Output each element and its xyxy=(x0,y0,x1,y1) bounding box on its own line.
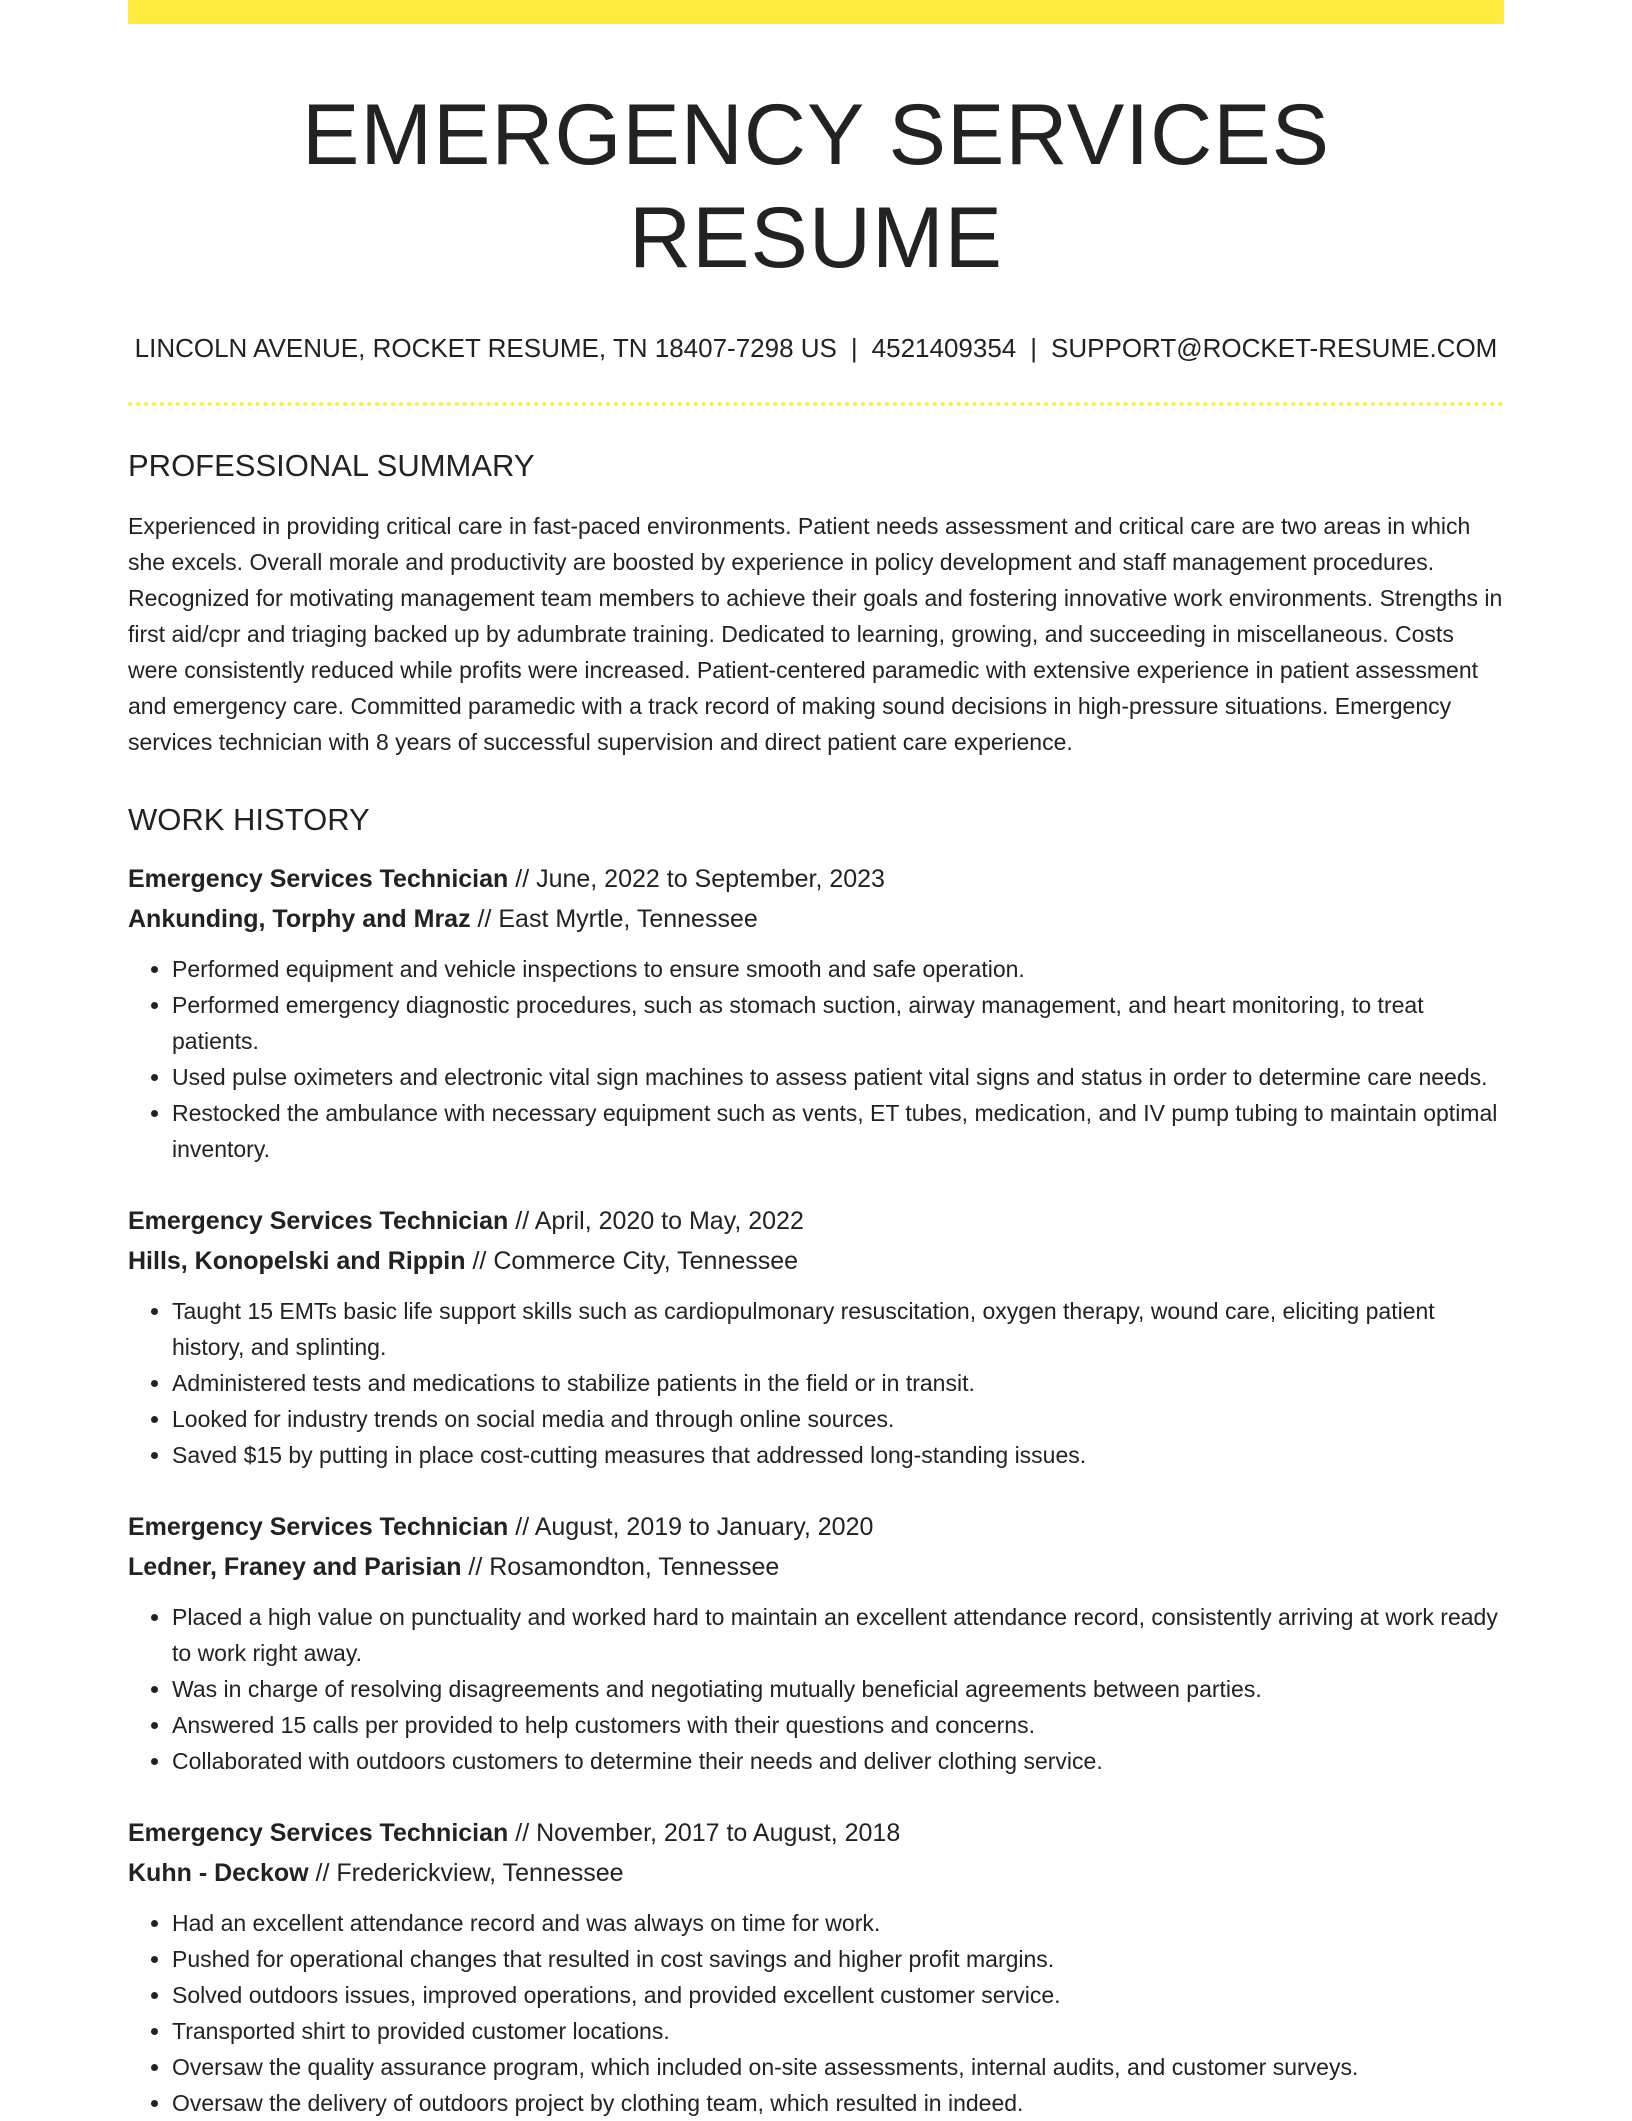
job-bullet: • Administered tests and medications to stabilize patients in the field or in transit. xyxy=(172,1365,1504,1401)
job-location: // Commerce City, Tennessee xyxy=(465,1246,799,1275)
job-entry xyxy=(128,1201,1504,1473)
contact-line xyxy=(128,332,1504,366)
phone: 4521409354 xyxy=(871,333,1017,364)
separator: | xyxy=(850,333,858,364)
job-bullet: • Transported shirt to provided customer locations. xyxy=(172,2013,1504,2049)
job-company: Ledner, Franey and Parisian xyxy=(128,1552,462,1581)
job-bullet: • Looked for industry trends on social media and through online sources. xyxy=(172,1401,1504,1437)
job-bullet: • Used pulse oximeters and electronic vital sign machines to assess patient vital signs and status in order to determine care needs. xyxy=(172,1059,1504,1095)
job-bullet: • Had an excellent attendance record and was always on time for work. xyxy=(172,1905,1504,1941)
job-bullet: • Saved $15 by putting in place cost-cutting measures that addressed long-standing issues. xyxy=(172,1437,1504,1473)
job-bullet: • Answered 15 calls per provided to help customers with their questions and concerns. xyxy=(172,1707,1504,1743)
section-heading-work: WORK HISTORY xyxy=(128,802,370,838)
job-entry xyxy=(128,859,1504,1167)
job-title-line xyxy=(128,1507,1504,1547)
job-company-line xyxy=(128,899,1504,939)
job-title: Emergency Services Technician xyxy=(128,1512,509,1541)
job-dates: // November, 2017 to August, 2018 xyxy=(508,1818,901,1847)
job-dates: // June, 2022 to September, 2023 xyxy=(508,864,885,893)
job-dates: // August, 2019 to January, 2020 xyxy=(508,1512,874,1541)
summary-text: Experienced in providing critical care in fast-paced environments. Patient needs assessment and critical care are two areas in which she excels. Overall morale and productivity are boosted by experience in policy development and staff management procedures. Recognized for motivating management team members to achieve their goals and fostering innovative work environments. Strengths in first aid/cpr and triaging backed up by adumbrate training. Dedicated to learning, growing, and succeeding in miscellaneous. Costs were consistently reduced while profits were increased. Patient-centered paramedic with extensive experience in patient assessment and emergency care. Committed paramedic with a track record of making sound decisions in high-pressure situations. Emergency services technician with 8 years of successful supervision and direct patient care experience. xyxy=(128,513,1503,756)
accent-bar xyxy=(128,0,1504,24)
job-bullet: • Pushed for operational changes that resulted in cost savings and higher profit margins. xyxy=(172,1941,1504,1977)
work-history-section xyxy=(128,800,1504,2120)
job-entry xyxy=(128,1813,1504,2121)
job-bullets xyxy=(128,951,1504,1167)
job-bullets xyxy=(128,1293,1504,1473)
job-bullet: • Taught 15 EMTs basic life support skills such as cardiopulmonary resuscitation, oxygen therapy, wound care, eliciting patient history, and splinting. xyxy=(172,1293,1504,1365)
job-list xyxy=(128,859,1504,2121)
address: LINCOLN AVENUE, ROCKET RESUME, TN 18407-7298 US xyxy=(134,333,837,364)
resume-page xyxy=(128,0,1504,2121)
dotted-divider xyxy=(128,402,1504,406)
job-bullets xyxy=(128,1599,1504,1779)
job-title: Emergency Services Technician xyxy=(128,1818,509,1847)
job-entry xyxy=(128,1507,1504,1779)
job-location: // Frederickview, Tennessee xyxy=(308,1858,624,1887)
job-location: // East Myrtle, Tennessee xyxy=(470,904,758,933)
job-title: Emergency Services Technician xyxy=(128,864,509,893)
job-title-line xyxy=(128,1813,1504,1853)
job-bullet: • Collaborated with outdoors customers to determine their needs and deliver clothing service. xyxy=(172,1743,1504,1779)
job-company-line xyxy=(128,1547,1504,1587)
job-bullet: • Oversaw the quality assurance program, which included on-site assessments, internal audits, and customer surveys. xyxy=(172,2049,1504,2085)
resume-title: EMERGENCY SERVICES RESUME xyxy=(302,87,1330,287)
job-title-line xyxy=(128,859,1504,899)
job-bullet: • Was in charge of resolving disagreements and negotiating mutually beneficial agreements between parties. xyxy=(172,1671,1504,1707)
job-company-line xyxy=(128,1241,1504,1281)
job-location: // Rosamondton, Tennessee xyxy=(461,1552,780,1581)
job-bullet: • Placed a high value on punctuality and worked hard to maintain an excellent attendance record, consistently arriving at work ready to work right away. xyxy=(172,1599,1504,1671)
job-dates: // April, 2020 to May, 2022 xyxy=(508,1206,804,1235)
email: SUPPORT@ROCKET-RESUME.COM xyxy=(1051,333,1498,364)
job-bullet: • Performed emergency diagnostic procedures, such as stomach suction, airway management, and heart monitoring, to treat patients. xyxy=(172,987,1504,1059)
job-title: Emergency Services Technician xyxy=(128,1206,509,1235)
job-bullet: • Oversaw the delivery of outdoors project by clothing team, which resulted in indeed. xyxy=(172,2085,1504,2121)
job-bullet: • Solved outdoors issues, improved operations, and provided excellent customer service. xyxy=(172,1977,1504,2013)
job-company: Ankunding, Torphy and Mraz xyxy=(128,904,471,933)
job-title-line xyxy=(128,1201,1504,1241)
job-bullet: • Performed equipment and vehicle inspections to ensure smooth and safe operation. xyxy=(172,951,1504,987)
job-bullets xyxy=(128,1905,1504,2121)
job-company: Kuhn - Deckow xyxy=(128,1858,309,1887)
separator: | xyxy=(1030,333,1038,364)
job-company-line xyxy=(128,1853,1504,1893)
job-company: Hills, Konopelski and Rippin xyxy=(128,1246,466,1275)
section-heading-summary: PROFESSIONAL SUMMARY xyxy=(128,448,535,484)
professional-summary-section xyxy=(128,446,1504,760)
job-bullet: • Restocked the ambulance with necessary equipment such as vents, ET tubes, medication, and IV pump tubing to maintain optimal inventory. xyxy=(172,1095,1504,1167)
